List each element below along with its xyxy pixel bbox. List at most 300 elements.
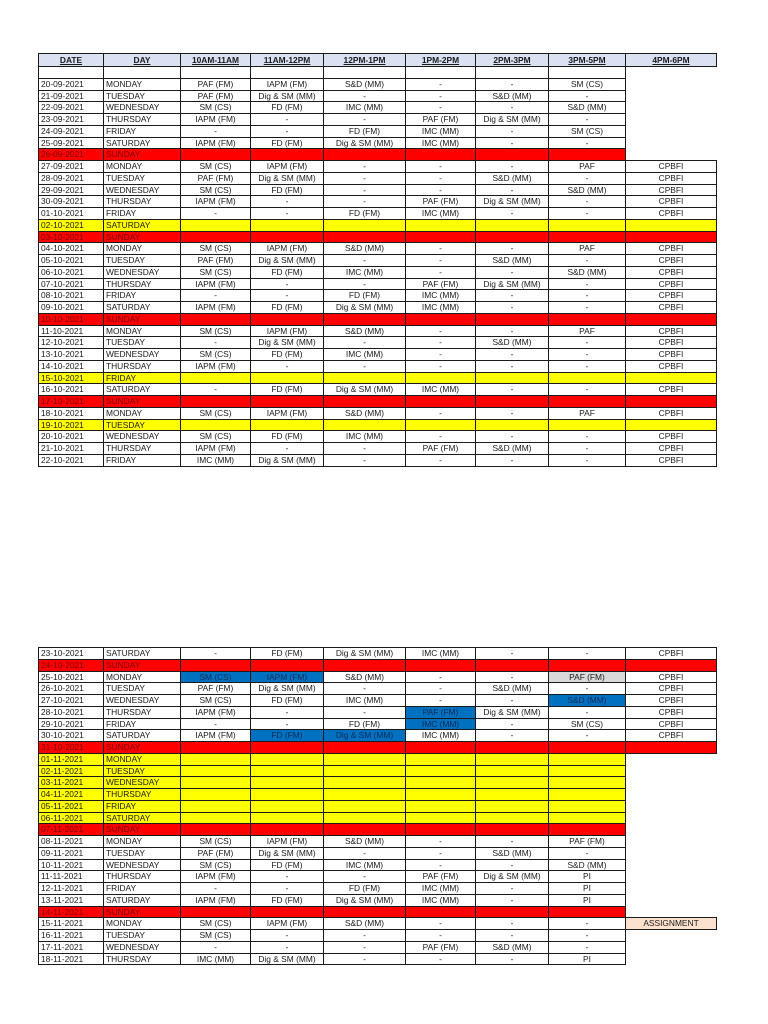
sunday-row xyxy=(39,742,717,754)
slot-cell: IMC (MM) xyxy=(324,859,406,871)
slot-cell: Dig & SM (MM) xyxy=(324,384,406,396)
date-cell: 09-10-2021 xyxy=(39,302,104,314)
slot-cell: - xyxy=(324,114,406,126)
date-cell: 13-11-2021 xyxy=(39,894,104,906)
slot-cell xyxy=(251,372,324,384)
slot-cell: S&D (MM) xyxy=(476,255,549,267)
slot-cell xyxy=(251,67,324,79)
schedule-row xyxy=(39,196,717,208)
slot-cell: - xyxy=(324,706,406,718)
slot-cell: PAF xyxy=(549,407,626,419)
date-cell: 14-10-2021 xyxy=(39,360,104,372)
slot-cell xyxy=(626,742,717,754)
day-cell: THURSDAY xyxy=(104,196,181,208)
slot-cell: - xyxy=(549,930,626,942)
slot-cell xyxy=(549,824,626,836)
slot-cell xyxy=(406,149,476,161)
slot-cell: - xyxy=(324,454,406,466)
slot-cell xyxy=(181,67,251,79)
slot-cell: IMC (MM) xyxy=(406,894,476,906)
slot-cell: SM (CS) xyxy=(181,671,251,683)
slot-cell: - xyxy=(251,883,324,895)
slot-cell: - xyxy=(549,137,626,149)
slot-cell: - xyxy=(549,847,626,859)
day-cell: MONDAY xyxy=(104,161,181,173)
slot-cell xyxy=(181,812,251,824)
slot-cell: - xyxy=(324,278,406,290)
slot-cell: SM (CS) xyxy=(181,266,251,278)
column-header: 10AM-11AM xyxy=(181,54,251,67)
date-cell: 16-11-2021 xyxy=(39,930,104,942)
slot-cell: - xyxy=(181,290,251,302)
date-cell: 26-10-2021 xyxy=(39,683,104,695)
slot-cell xyxy=(406,789,476,801)
sunday-row xyxy=(39,906,717,918)
slot-cell xyxy=(251,824,324,836)
slot-cell: - xyxy=(406,161,476,173)
slot-cell: - xyxy=(476,930,549,942)
slot-cell: - xyxy=(181,883,251,895)
date-cell: 27-10-2021 xyxy=(39,695,104,707)
slot-cell: - xyxy=(476,243,549,255)
slot-cell: - xyxy=(476,918,549,930)
schedule-row xyxy=(39,443,717,455)
slot-cell: FD (FM) xyxy=(251,349,324,361)
day-cell: SATURDAY xyxy=(104,219,181,231)
slot-cell xyxy=(251,789,324,801)
slot-cell: - xyxy=(406,683,476,695)
slot-cell: - xyxy=(476,836,549,848)
slot-cell: - xyxy=(476,454,549,466)
schedule-row xyxy=(39,941,717,953)
slot-cell: - xyxy=(181,941,251,953)
slot-cell: - xyxy=(476,78,549,90)
slot-cell: CPBFI xyxy=(626,683,717,695)
slot-cell: S&D (MM) xyxy=(324,407,406,419)
slot-cell: S&D (MM) xyxy=(324,671,406,683)
slot-cell: - xyxy=(406,78,476,90)
empty-cell xyxy=(626,800,717,812)
slot-cell: - xyxy=(476,894,549,906)
slot-cell: - xyxy=(251,290,324,302)
slot-cell xyxy=(324,906,406,918)
slot-cell: CPBFI xyxy=(626,266,717,278)
holiday-row xyxy=(39,753,717,765)
empty-cell xyxy=(626,859,717,871)
slot-cell: - xyxy=(549,431,626,443)
date-cell: 18-11-2021 xyxy=(39,953,104,965)
schedule-row xyxy=(39,859,717,871)
slot-cell: FD (FM) xyxy=(251,266,324,278)
slot-cell: IAPM (FM) xyxy=(181,137,251,149)
slot-cell xyxy=(406,906,476,918)
day-cell: FRIDAY xyxy=(104,454,181,466)
schedule-row xyxy=(39,883,717,895)
slot-cell: SM (CS) xyxy=(181,349,251,361)
slot-cell: CPBFI xyxy=(626,718,717,730)
slot-cell: IAPM (FM) xyxy=(181,302,251,314)
schedule-row xyxy=(39,90,717,102)
date-cell: 08-10-2021 xyxy=(39,290,104,302)
slot-cell xyxy=(324,765,406,777)
schedule-row xyxy=(39,431,717,443)
slot-cell: - xyxy=(476,859,549,871)
slot-cell: - xyxy=(476,349,549,361)
slot-cell: CPBFI xyxy=(626,454,717,466)
slot-cell: FD (FM) xyxy=(251,102,324,114)
slot-cell: - xyxy=(181,648,251,660)
slot-cell: PAF (FM) xyxy=(181,172,251,184)
date-cell: 05-11-2021 xyxy=(39,800,104,812)
slot-cell: S&D (MM) xyxy=(549,859,626,871)
slot-cell xyxy=(549,396,626,408)
slot-cell: IAPM (FM) xyxy=(181,730,251,742)
sunday-row xyxy=(39,231,717,243)
schedule-row xyxy=(39,172,717,184)
slot-cell: - xyxy=(549,278,626,290)
empty-cell xyxy=(626,847,717,859)
date-cell: 03-10-2021 xyxy=(39,231,104,243)
slot-cell: - xyxy=(251,718,324,730)
day-cell: SUNDAY xyxy=(104,824,181,836)
slot-cell: - xyxy=(406,360,476,372)
slot-cell xyxy=(406,777,476,789)
empty-cell xyxy=(626,953,717,965)
slot-cell: - xyxy=(476,384,549,396)
slot-cell xyxy=(324,149,406,161)
slot-cell: FD (FM) xyxy=(251,302,324,314)
schedule-row xyxy=(39,184,717,196)
slot-cell: - xyxy=(251,114,324,126)
slot-cell: - xyxy=(251,360,324,372)
slot-cell xyxy=(406,765,476,777)
slot-cell: IAPM (FM) xyxy=(181,196,251,208)
slot-cell: - xyxy=(549,706,626,718)
empty-cell xyxy=(626,941,717,953)
slot-cell: PAF (FM) xyxy=(406,706,476,718)
slot-cell: - xyxy=(406,243,476,255)
schedule-row xyxy=(39,407,717,419)
slot-cell xyxy=(181,419,251,431)
date-cell xyxy=(39,67,104,79)
day-cell: FRIDAY xyxy=(104,125,181,137)
schedule-row xyxy=(39,384,717,396)
slot-cell xyxy=(324,313,406,325)
slot-cell: CPBFI xyxy=(626,706,717,718)
day-cell: MONDAY xyxy=(104,671,181,683)
date-cell: 24-09-2021 xyxy=(39,125,104,137)
date-cell: 05-10-2021 xyxy=(39,255,104,267)
slot-cell: - xyxy=(476,431,549,443)
slot-cell: PAF (FM) xyxy=(181,683,251,695)
day-cell: TUESDAY xyxy=(104,172,181,184)
empty-cell xyxy=(626,789,717,801)
slot-cell xyxy=(324,824,406,836)
slot-cell: CPBFI xyxy=(626,290,717,302)
empty-cell xyxy=(626,836,717,848)
slot-cell: - xyxy=(324,196,406,208)
slot-cell xyxy=(549,777,626,789)
slot-cell: SM (CS) xyxy=(549,78,626,90)
day-cell: THURSDAY xyxy=(104,278,181,290)
empty-cell xyxy=(626,871,717,883)
slot-cell: - xyxy=(324,871,406,883)
slot-cell: - xyxy=(476,290,549,302)
slot-cell: Dig & SM (MM) xyxy=(324,302,406,314)
day-cell: TUESDAY xyxy=(104,337,181,349)
slot-cell xyxy=(406,231,476,243)
slot-cell xyxy=(251,906,324,918)
slot-cell: - xyxy=(476,883,549,895)
empty-cell xyxy=(626,930,717,942)
date-cell: 23-10-2021 xyxy=(39,648,104,660)
date-cell: 10-10-2021 xyxy=(39,313,104,325)
slot-cell xyxy=(324,396,406,408)
slot-cell: CPBFI xyxy=(626,243,717,255)
slot-cell xyxy=(251,219,324,231)
slot-cell xyxy=(181,753,251,765)
slot-cell: S&D (MM) xyxy=(324,243,406,255)
holiday-row xyxy=(39,777,717,789)
slot-cell: PI xyxy=(549,871,626,883)
day-cell: TUESDAY xyxy=(104,255,181,267)
slot-cell: - xyxy=(476,407,549,419)
slot-cell: Dig & SM (MM) xyxy=(251,172,324,184)
slot-cell xyxy=(324,231,406,243)
slot-cell: - xyxy=(181,208,251,220)
slot-cell: - xyxy=(406,407,476,419)
slot-cell: S&D (MM) xyxy=(476,90,549,102)
schedule-row xyxy=(39,953,717,965)
slot-cell xyxy=(476,765,549,777)
empty-cell xyxy=(626,765,717,777)
slot-cell: Dig & SM (MM) xyxy=(324,730,406,742)
empty-cell xyxy=(626,90,717,102)
slot-cell: - xyxy=(251,196,324,208)
slot-cell: - xyxy=(406,255,476,267)
slot-cell: FD (FM) xyxy=(251,648,324,660)
slot-cell: IAPM (FM) xyxy=(251,161,324,173)
day-cell: THURSDAY xyxy=(104,871,181,883)
slot-cell: CPBFI xyxy=(626,337,717,349)
slot-cell: S&D (MM) xyxy=(476,941,549,953)
slot-cell xyxy=(181,800,251,812)
slot-cell: - xyxy=(406,266,476,278)
slot-cell xyxy=(406,812,476,824)
date-cell: 20-10-2021 xyxy=(39,431,104,443)
slot-cell xyxy=(549,765,626,777)
slot-cell: IMC (MM) xyxy=(406,718,476,730)
slot-cell: S&D (MM) xyxy=(549,184,626,196)
holiday-row xyxy=(39,765,717,777)
slot-cell: PAF (FM) xyxy=(549,836,626,848)
slot-cell: S&D (MM) xyxy=(549,695,626,707)
slot-cell xyxy=(476,149,549,161)
slot-cell: IAPM (FM) xyxy=(181,443,251,455)
slot-cell xyxy=(476,419,549,431)
day-cell: FRIDAY xyxy=(104,800,181,812)
slot-cell: IAPM (FM) xyxy=(251,407,324,419)
date-cell: 22-09-2021 xyxy=(39,102,104,114)
slot-cell: - xyxy=(476,325,549,337)
slot-cell: - xyxy=(181,384,251,396)
holiday-row xyxy=(39,372,717,384)
slot-cell xyxy=(324,742,406,754)
slot-cell: - xyxy=(251,278,324,290)
schedule-row xyxy=(39,302,717,314)
schedule-row xyxy=(39,114,717,126)
slot-cell: - xyxy=(406,102,476,114)
slot-cell: CPBFI xyxy=(626,161,717,173)
slot-cell: - xyxy=(406,337,476,349)
slot-cell xyxy=(476,906,549,918)
slot-cell: - xyxy=(181,337,251,349)
slot-cell: - xyxy=(549,196,626,208)
date-cell: 14-11-2021 xyxy=(39,906,104,918)
slot-cell xyxy=(406,313,476,325)
slot-cell: FD (FM) xyxy=(251,137,324,149)
date-cell: 30-10-2021 xyxy=(39,730,104,742)
schedule-row xyxy=(39,161,717,173)
column-header: 3PM-5PM xyxy=(549,54,626,67)
date-cell: 17-11-2021 xyxy=(39,941,104,953)
slot-cell xyxy=(181,313,251,325)
slot-cell: PAF xyxy=(549,243,626,255)
slot-cell: Dig & SM (MM) xyxy=(251,90,324,102)
date-cell: 27-09-2021 xyxy=(39,161,104,173)
slot-cell: PAF (FM) xyxy=(181,255,251,267)
slot-cell: S&D (MM) xyxy=(324,325,406,337)
date-cell: 02-10-2021 xyxy=(39,219,104,231)
holiday-row xyxy=(39,419,717,431)
slot-cell xyxy=(181,231,251,243)
slot-cell xyxy=(626,219,717,231)
slot-cell: - xyxy=(406,671,476,683)
slot-cell: - xyxy=(406,325,476,337)
slot-cell: SM (CS) xyxy=(549,125,626,137)
date-cell: 21-09-2021 xyxy=(39,90,104,102)
day-cell: TUESDAY xyxy=(104,847,181,859)
slot-cell: IMC (MM) xyxy=(406,384,476,396)
slot-cell: IMC (MM) xyxy=(406,208,476,220)
slot-cell: - xyxy=(406,172,476,184)
column-header: 2PM-3PM xyxy=(476,54,549,67)
schedule-row xyxy=(39,730,717,742)
slot-cell: CPBFI xyxy=(626,671,717,683)
slot-cell: S&D (MM) xyxy=(476,847,549,859)
slot-cell: - xyxy=(406,349,476,361)
slot-cell: PAF (FM) xyxy=(549,671,626,683)
date-cell: 20-09-2021 xyxy=(39,78,104,90)
slot-cell: - xyxy=(406,90,476,102)
empty-cell xyxy=(626,824,717,836)
slot-cell xyxy=(251,396,324,408)
date-cell: 17-10-2021 xyxy=(39,396,104,408)
slot-cell: CPBFI xyxy=(626,443,717,455)
slot-cell: - xyxy=(476,360,549,372)
schedule-row xyxy=(39,894,717,906)
slot-cell xyxy=(406,419,476,431)
slot-cell: IMC (MM) xyxy=(406,302,476,314)
slot-cell: PAF (FM) xyxy=(406,114,476,126)
slot-cell: PI xyxy=(549,883,626,895)
slot-cell: - xyxy=(324,930,406,942)
holiday-row xyxy=(39,800,717,812)
slot-cell xyxy=(324,800,406,812)
slot-cell: - xyxy=(549,683,626,695)
day-cell: SATURDAY xyxy=(104,384,181,396)
day-cell: FRIDAY xyxy=(104,883,181,895)
slot-cell: CPBFI xyxy=(626,695,717,707)
date-cell: 06-11-2021 xyxy=(39,812,104,824)
slot-cell xyxy=(324,753,406,765)
holiday-row xyxy=(39,789,717,801)
day-cell: SUNDAY xyxy=(104,313,181,325)
slot-cell: - xyxy=(251,125,324,137)
slot-cell xyxy=(549,906,626,918)
slot-cell: - xyxy=(476,695,549,707)
schedule-row xyxy=(39,255,717,267)
slot-cell: - xyxy=(324,90,406,102)
day-cell: MONDAY xyxy=(104,243,181,255)
day-cell: WEDNESDAY xyxy=(104,349,181,361)
slot-cell xyxy=(626,372,717,384)
schedule-row xyxy=(39,671,717,683)
schedule-row xyxy=(39,125,717,137)
slot-cell: Dig & SM (MM) xyxy=(476,871,549,883)
slot-cell xyxy=(324,812,406,824)
slot-cell: - xyxy=(406,836,476,848)
day-cell: SUNDAY xyxy=(104,659,181,671)
slot-cell: IMC (MM) xyxy=(181,953,251,965)
slot-cell: PI xyxy=(549,894,626,906)
slot-cell: S&D (MM) xyxy=(476,443,549,455)
date-cell: 25-09-2021 xyxy=(39,137,104,149)
date-cell: 19-10-2021 xyxy=(39,419,104,431)
slot-cell: - xyxy=(476,161,549,173)
slot-cell: IAPM (FM) xyxy=(181,871,251,883)
schedule-row xyxy=(39,718,717,730)
slot-cell xyxy=(181,789,251,801)
date-cell: 22-10-2021 xyxy=(39,454,104,466)
slot-cell: CPBFI xyxy=(626,278,717,290)
day-cell: WEDNESDAY xyxy=(104,184,181,196)
slot-cell: IMC (MM) xyxy=(324,102,406,114)
slot-cell: IAPM (FM) xyxy=(181,114,251,126)
empty-cell xyxy=(626,906,717,918)
slot-cell: IMC (MM) xyxy=(181,454,251,466)
slot-cell: S&D (MM) xyxy=(549,102,626,114)
slot-cell: - xyxy=(324,184,406,196)
slot-cell: IAPM (FM) xyxy=(251,243,324,255)
day-cell: WEDNESDAY xyxy=(104,941,181,953)
slot-cell xyxy=(324,659,406,671)
slot-cell: SM (CS) xyxy=(181,431,251,443)
slot-cell: CPBFI xyxy=(626,325,717,337)
day-cell: SUNDAY xyxy=(104,231,181,243)
slot-cell: - xyxy=(549,349,626,361)
slot-cell xyxy=(406,659,476,671)
date-cell: 07-11-2021 xyxy=(39,824,104,836)
day-cell: MONDAY xyxy=(104,753,181,765)
day-cell: THURSDAY xyxy=(104,114,181,126)
day-cell: WEDNESDAY xyxy=(104,777,181,789)
slot-cell: - xyxy=(406,184,476,196)
slot-cell: IAPM (FM) xyxy=(251,918,324,930)
date-cell: 24-10-2021 xyxy=(39,659,104,671)
slot-cell: FD (FM) xyxy=(324,718,406,730)
sunday-row xyxy=(39,659,717,671)
